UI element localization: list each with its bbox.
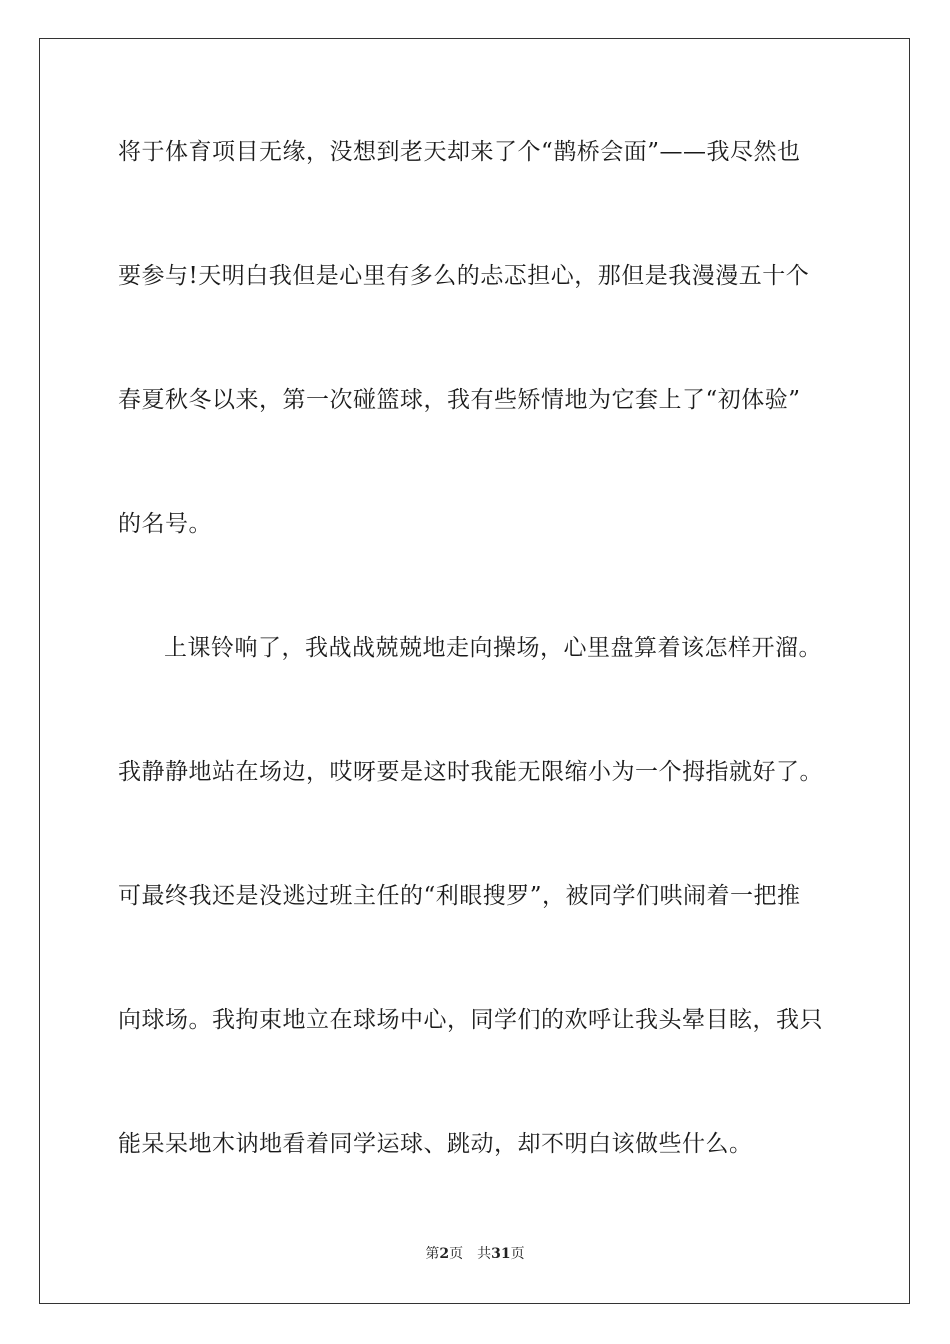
paragraph-line: 的名号。 bbox=[118, 511, 212, 537]
paragraph-line: 上课铃响了，我战战兢兢地走向操场，心里盘算着该怎样开溜。 bbox=[164, 635, 822, 661]
page-number: 2 bbox=[439, 1246, 450, 1262]
paragraph-line: 春夏秋冬以来，第一次碰篮球，我有些矫情地为它套上了“初体验” bbox=[118, 387, 801, 413]
paragraph-line: 将于体育项目无缘，没想到老天却来了个“鹊桥会面”——我尽然也 bbox=[118, 139, 801, 165]
paragraph-line: 可最终我还是没逃过班主任的“利眼搜罗”，被同学们哄闹着一把推 bbox=[118, 883, 801, 909]
paragraph-line: 要参与!天明白我但是心里有多么的忐忑担心，那但是我漫漫五十个 bbox=[118, 263, 810, 289]
total-pages: 31 bbox=[491, 1246, 511, 1262]
paragraph-line: 我静静地站在场边，哎呀要是这时我能无限缩小为一个拇指就好了。 bbox=[118, 759, 823, 785]
page-suffix: 页 bbox=[449, 1246, 464, 1262]
page-prefix: 第 bbox=[425, 1246, 440, 1262]
page-border bbox=[39, 38, 910, 1304]
paragraph-line: 向球场。我拘束地立在球场中心，同学们的欢呼让我头晕目眩，我只 bbox=[118, 1007, 823, 1033]
total-prefix: 共 bbox=[477, 1246, 492, 1262]
paragraph-line: 能呆呆地木讷地看着同学运球、跳动，却不明白该做些什么。 bbox=[118, 1131, 753, 1157]
page-footer bbox=[0, 1245, 950, 1263]
total-suffix: 页 bbox=[510, 1246, 525, 1262]
